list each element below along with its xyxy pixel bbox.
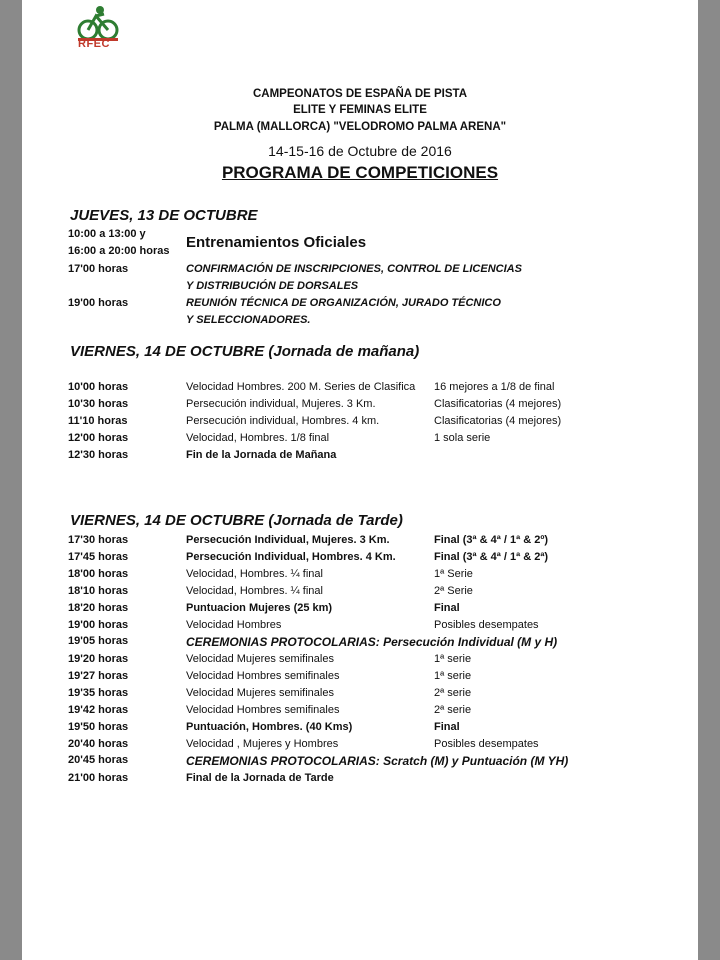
schedule-row: 20'45 horas CEREMONIAS PROTOCOLARIAS: Scratch (M) y Puntuación (M YH) [68, 754, 569, 768]
schedule-row: Y DISTRIBUCIÓN DE DORSALES [186, 280, 359, 292]
training-label: Entrenamientos Oficiales [186, 234, 367, 251]
schedule-row: 19'50 horas Puntuación, Hombres. (40 Kms) Final [68, 721, 460, 733]
schedule-row: 19'00 horas REUNIÓN TÉCNICA DE ORGANIZACIÓN, JURADO TÉCNICO [68, 297, 501, 309]
schedule-row: 19'05 horas CEREMONIAS PROTOCOLARIAS: Persecución Individual (M y H) [68, 635, 558, 649]
logo-text: RFEC [78, 38, 110, 50]
schedule-row: 18'20 horas Puntuacion Mujeres (25 km) Final [68, 602, 460, 614]
day-heading-thursday: JUEVES, 13 DE OCTUBRE [70, 207, 258, 224]
document-page [22, 0, 698, 960]
schedule-row: 17'00 horas CONFIRMACIÓN DE INSCRIPCIONES, CONTROL DE LICENCIAS [68, 263, 522, 275]
schedule-row: 19'42 horas Velocidad Hombres semifinales 2ª serie [68, 704, 472, 716]
schedule-row: 12'30 horas Fin de la Jornada de Mañana [68, 449, 337, 461]
schedule-row: 19'35 horas Velocidad Mujeres semifinales 2ª serie [68, 687, 472, 699]
header-line-3: PALMA (MALLORCA) "VELODROMO PALMA ARENA" [213, 121, 507, 133]
schedule-row: 10'30 horas Persecución individual, Mujeres. 3 Km. Clasificatorias (4 mejores) [68, 398, 562, 410]
schedule-row: 18'00 horas Velocidad, Hombres. ¼ final 1ª Serie [68, 568, 473, 580]
page-title: PROGRAMA DE COMPETICIONES [221, 163, 499, 182]
schedule-row: 17'30 horas Persecución Individual, Mujeres. 3 Km. Final (3ª & 4ª / 1ª & 2º) [68, 534, 549, 546]
schedule-row: 10:00 a 13:00 y [68, 228, 146, 240]
schedule-row: 19'27 horas Velocidad Hombres semifinales 1ª serie [68, 670, 472, 682]
header-line-2: ELITE Y FEMINAS ELITE [293, 104, 427, 116]
schedule-row: 12'00 horas Velocidad, Hombres. 1/8 final 1 sola serie [68, 432, 491, 444]
schedule-row: 10'00 horas Velocidad Hombres. 200 M. Series de Clasifica 16 mejores a 1/8 de final [68, 381, 555, 393]
day-heading-friday-morning: VIERNES, 14 DE OCTUBRE (Jornada de mañana) [70, 343, 420, 360]
schedule-row: 21'00 horas Final de la Jornada de Tarde [68, 772, 334, 784]
schedule-row: 19'20 horas Velocidad Mujeres semifinales 1ª serie [68, 653, 472, 665]
schedule-row: 19'00 horas Velocidad Hombres Posibles desempates [68, 619, 539, 631]
schedule-row: 18'10 horas Velocidad, Hombres. ¼ final 2ª Serie [68, 585, 473, 597]
schedule-row: Y SELECCIONADORES. [186, 314, 311, 326]
schedule-row: 11'10 horas Persecución individual, Hombres. 4 km. Clasificatorias (4 mejores) [68, 415, 562, 427]
schedule-row: 16:00 a 20:00 horas [68, 245, 170, 257]
header-line-1: CAMPEONATOS DE ESPAÑA DE PISTA [252, 88, 468, 100]
schedule-row: 17'45 horas Persecución Individual, Hombres. 4 Km. Final (3ª & 4ª / 1ª & 2ª) [68, 551, 549, 563]
schedule-row: 20'40 horas Velocidad , Mujeres y Hombres Posibles desempates [68, 738, 539, 750]
day-heading-friday-afternoon: VIERNES, 14 DE OCTUBRE (Jornada de Tarde) [70, 512, 403, 529]
event-dates: 14-15-16 de Octubre de 2016 [268, 143, 452, 159]
